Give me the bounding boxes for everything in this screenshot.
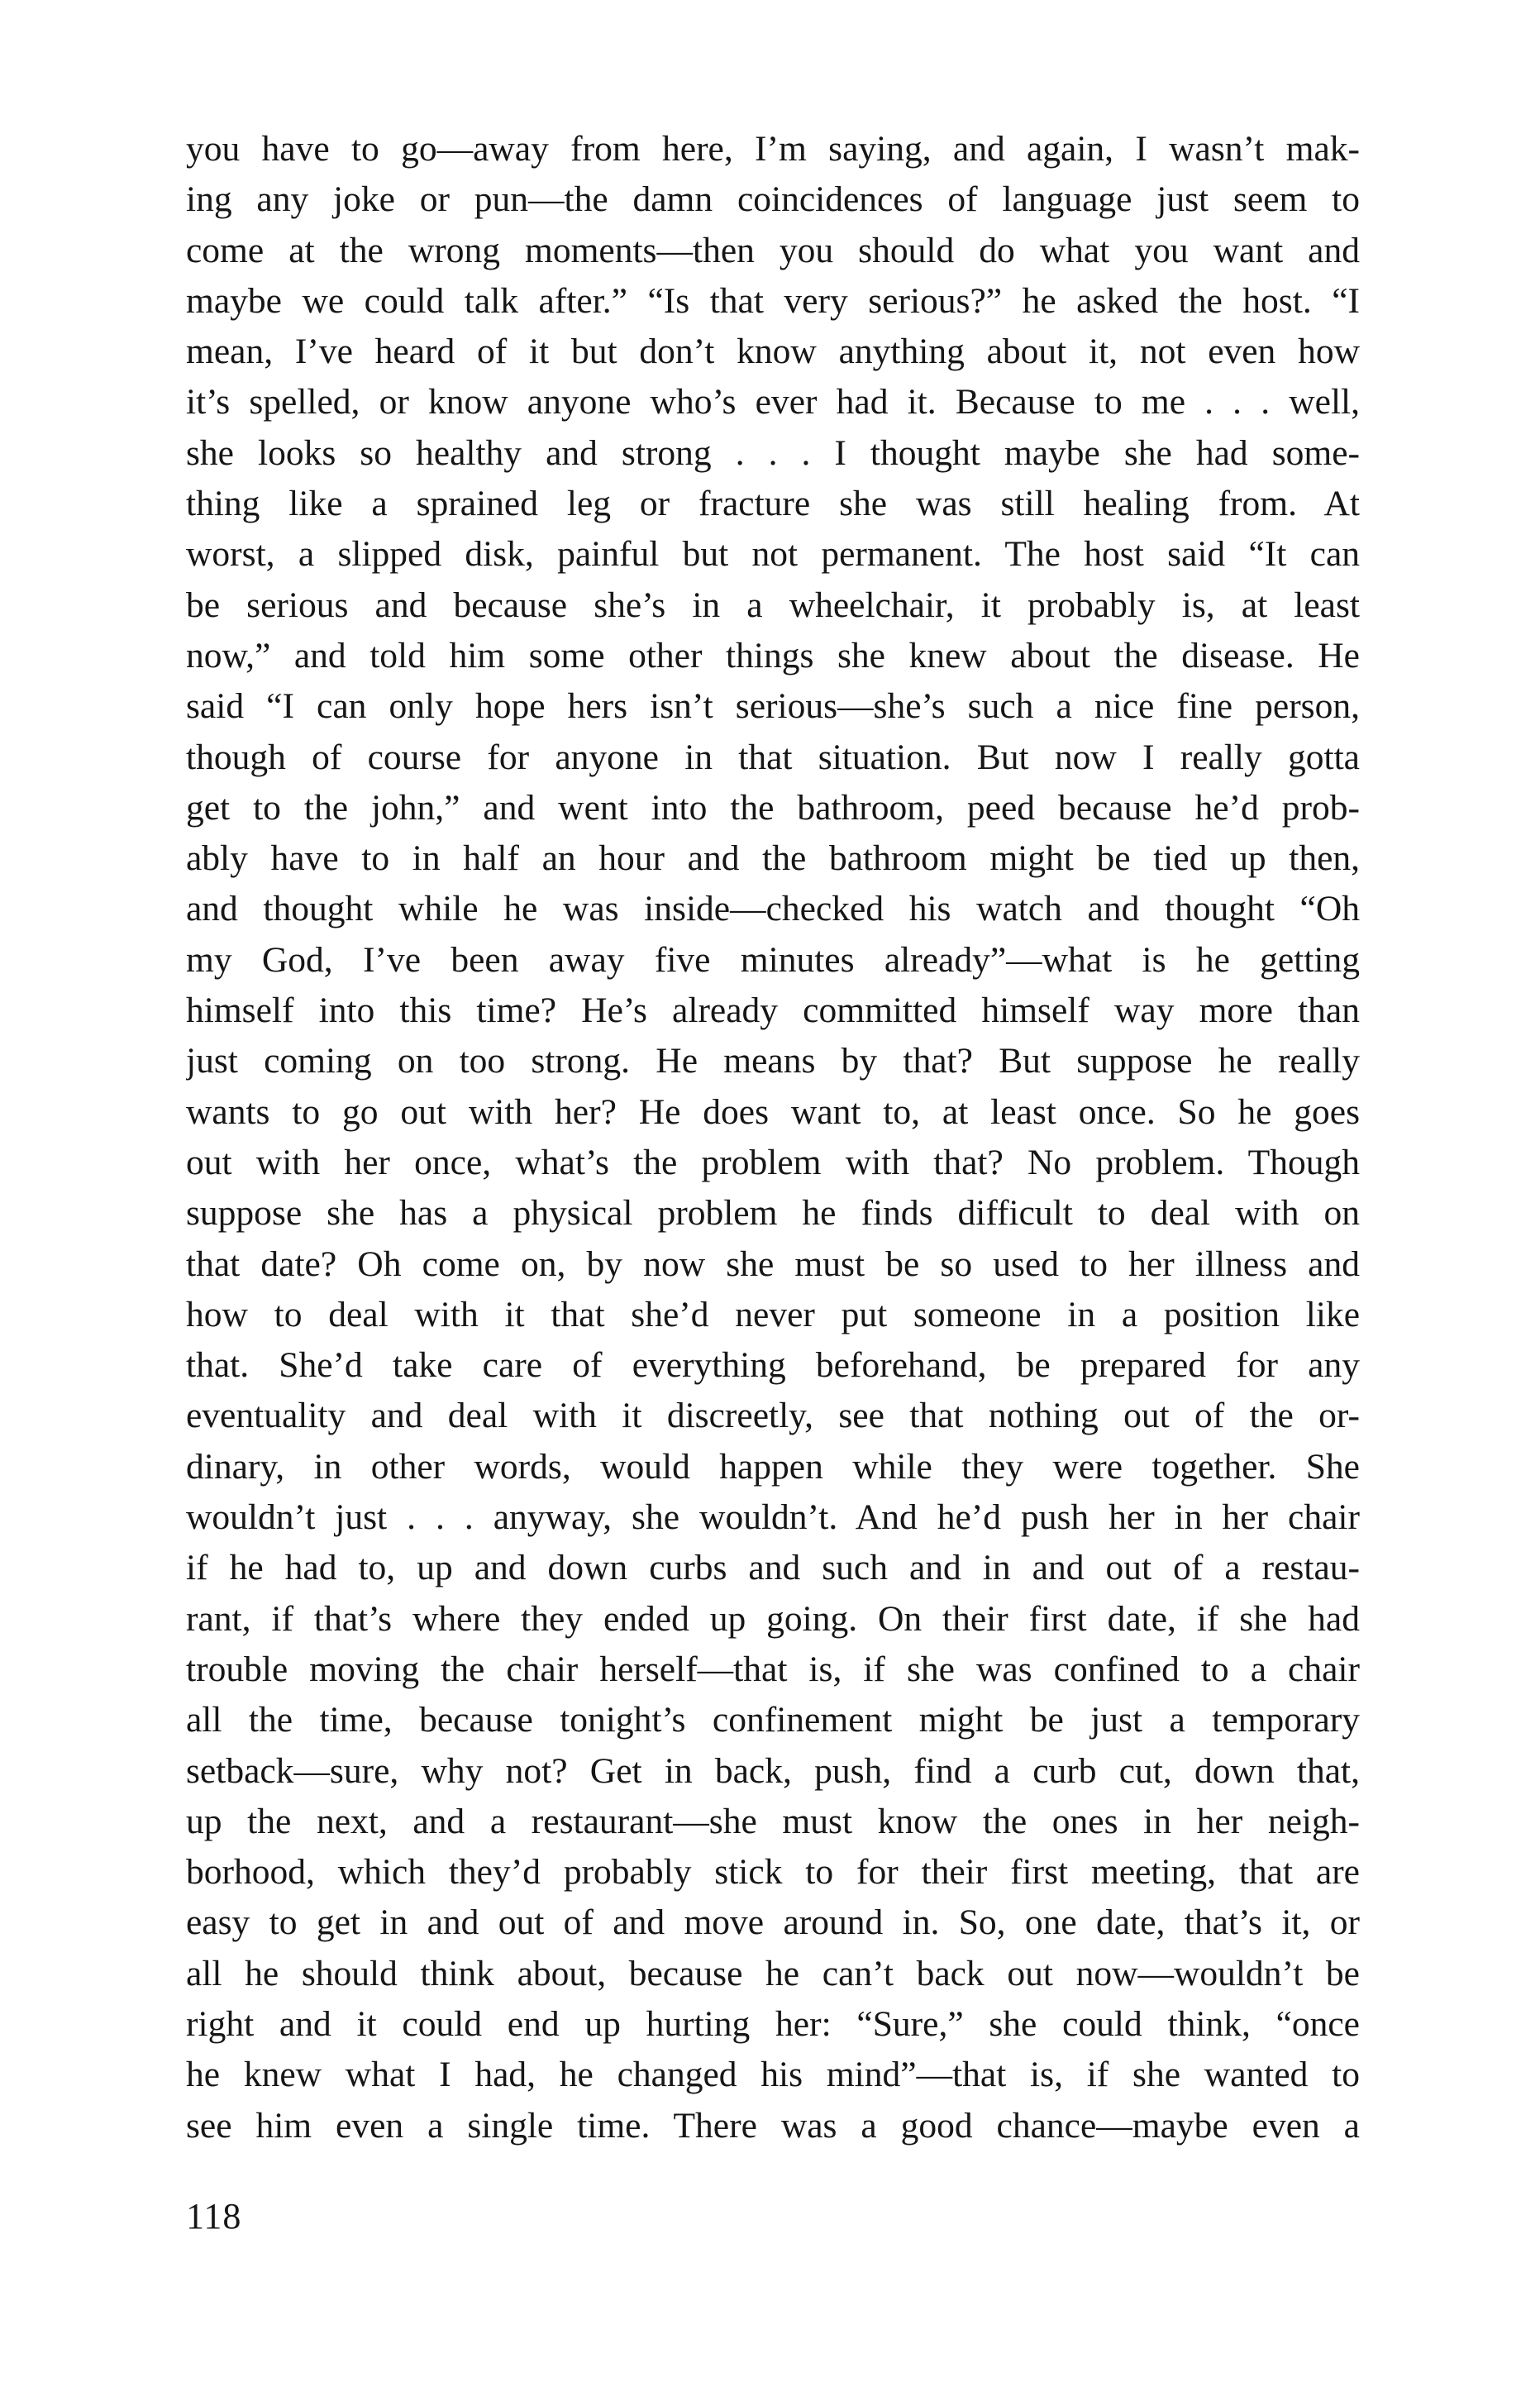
- text-line: wouldn’t just . . . anyway, she wouldn’t. And he’d push her in her chair: [186, 1497, 1360, 1538]
- text-line: setback—sure, why not? Get in back, push, find a curb cut, down that,: [186, 1750, 1360, 1791]
- text-line: easy to get in and out of and move around in. So, one date, that’s it, or: [186, 1902, 1360, 1943]
- text-line: and thought while he was inside—checked his watch and thought “Oh: [186, 889, 1360, 929]
- text-line: thing like a sprained leg or fracture she was still healing from. At: [186, 484, 1360, 524]
- text-line: mean, I’ve heard of it but don’t know anything about it, not even how: [186, 332, 1360, 372]
- text-line: said “I can only hope hers isn’t serious—she’s such a nice fine person,: [186, 686, 1360, 727]
- text-line: you have to go—away from here, I’m saying, and again, I wasn’t mak-: [186, 129, 1360, 169]
- text-line: see him even a single time. There was a good chance—maybe even a: [186, 2105, 1360, 2146]
- text-line: himself into this time? He’s already committed himself way more than: [186, 991, 1360, 1031]
- text-line: out with her once, what’s the problem with that? No problem. Though: [186, 1142, 1360, 1182]
- page-number: 118: [186, 2196, 242, 2237]
- text-line: though of course for anyone in that situation. But now I really gotta: [186, 737, 1360, 777]
- body-text: [186, 124, 1360, 2151]
- text-line: be serious and because she’s in a wheelchair, it probably is, at least: [186, 585, 1360, 625]
- text-line: all he should think about, because he can’t back out now—wouldn’t be: [186, 1953, 1360, 1993]
- text-line: get to the john,” and went into the bathroom, peed because he’d prob-: [186, 787, 1360, 828]
- text-line: ing any joke or pun—the damn coincidences of language just seem to: [186, 179, 1360, 220]
- text-line: how to deal with it that she’d never put someone in a position like: [186, 1294, 1360, 1334]
- text-line: right and it could end up hurting her: “Sure,” she could think, “once: [186, 2003, 1360, 2044]
- text-line: come at the wrong moments—then you should do what you want and: [186, 230, 1360, 270]
- text-line: it’s spelled, or know anyone who’s ever had it. Because to me . . . well,: [186, 382, 1360, 422]
- text-line: that date? Oh come on, by now she must be so used to her illness and: [186, 1244, 1360, 1284]
- text-line: just coming on too strong. He means by that? But suppose he really: [186, 1041, 1360, 1081]
- text-line: eventuality and deal with it discreetly, see that nothing out of the or-: [186, 1396, 1360, 1436]
- text-line: if he had to, up and down curbs and such and in and out of a restau-: [186, 1548, 1360, 1588]
- text-line: rant, if that’s where they ended up going. On their first date, if she had: [186, 1598, 1360, 1639]
- text-line: ably have to in half an hour and the bathroom might be tied up then,: [186, 838, 1360, 879]
- text-line: my God, I’ve been away five minutes already”—what is he getting: [186, 939, 1360, 980]
- text-line: now,” and told him some other things she knew about the disease. He: [186, 635, 1360, 675]
- text-line: wants to go out with her? He does want to, at least once. So he goes: [186, 1091, 1360, 1132]
- text-line: he knew what I had, he changed his mind”—that is, if she wanted to: [186, 2055, 1360, 2095]
- text-line: she looks so healthy and strong . . . I thought maybe she had some-: [186, 432, 1360, 473]
- text-line: maybe we could talk after.” “Is that very serious?” he asked the host. “I: [186, 280, 1360, 321]
- text-line: all the time, because tonight’s confinement might be just a temporary: [186, 1700, 1360, 1740]
- text-line: trouble moving the chair herself—that is, if she was confined to a chair: [186, 1649, 1360, 1689]
- text-line: worst, a slipped disk, painful but not permanent. The host said “It can: [186, 534, 1360, 575]
- text-line: borhood, which they’d probably stick to for their first meeting, that are: [186, 1852, 1360, 1893]
- text-line: suppose she has a physical problem he finds difficult to deal with on: [186, 1193, 1360, 1234]
- text-line: that. She’d take care of everything beforehand, be prepared for any: [186, 1345, 1360, 1386]
- text-line: dinary, in other words, would happen while they were together. She: [186, 1446, 1360, 1487]
- text-line: up the next, and a restaurant—she must know the ones in her neigh-: [186, 1801, 1360, 1841]
